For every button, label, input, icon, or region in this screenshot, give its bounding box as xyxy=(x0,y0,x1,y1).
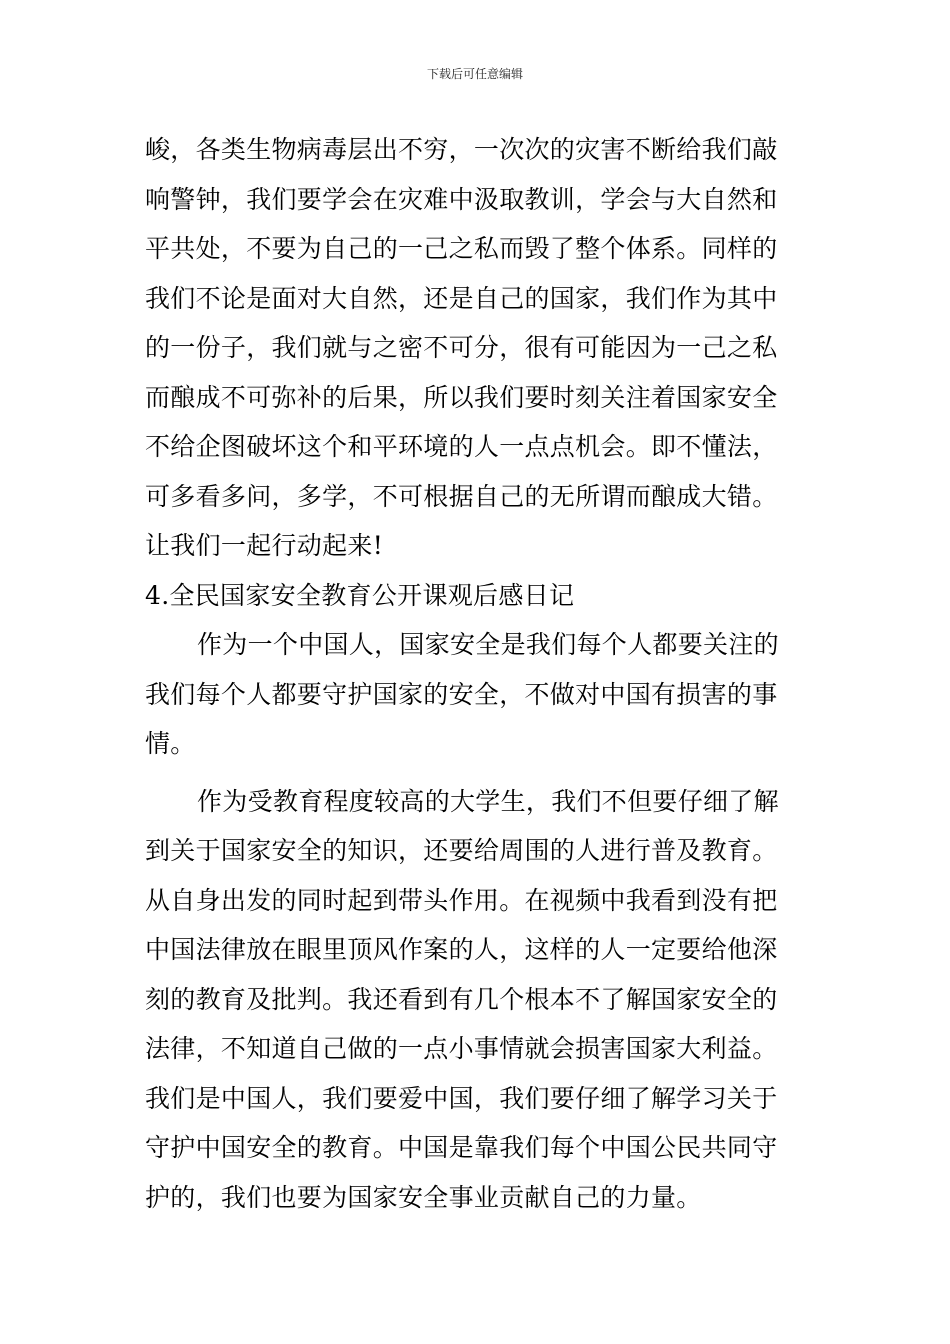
text-line: 刻的教育及批判。我还看到有几个根本不了解国家安全的 xyxy=(145,984,778,1014)
text-line: 平共处，不要为自己的一己之私而毁了整个体系。同样的 xyxy=(145,234,778,263)
text-line: 法律，不知道自己做的一点小事情就会损害国家大利益。 xyxy=(145,1034,778,1063)
text-line: 可多看多问，多学，不可根据自己的无所谓而酿成大错。 xyxy=(145,481,778,511)
page-header: 下载后可任意编辑 xyxy=(426,67,523,81)
text-line: 中国法律放在眼里顶风作案的人，这样的人一定要给他深 xyxy=(145,935,778,964)
paragraph-gap xyxy=(145,769,810,777)
text-line: 到关于国家安全的知识，还要给周围的人进行普及教育。 xyxy=(145,836,778,865)
section-heading: 4.全民国家安全教育公开课观后感日记 xyxy=(145,580,575,610)
text-line: 我们是中国人，我们要爱中国，我们要仔细了解学习关于 xyxy=(145,1083,778,1113)
text-line: 我们不论是面对大自然，还是自己的国家，我们作为其中 xyxy=(145,283,778,313)
text-line: 的一份子，我们就与之密不可分，很有可能因为一己之私 xyxy=(145,333,778,362)
text-line: 峻，各类生物病毒层出不穷，一次次的灾害不断给我们敲 xyxy=(145,135,778,164)
text-line: 而酿成不可弥补的后果，所以我们要时刻关注着国家安全 xyxy=(145,382,778,412)
paragraph-first-line: 作为一个中国人，国家安全是我们每个人都要关注的 xyxy=(197,630,779,659)
paragraph-first-line: 作为受教育程度较高的大学生，我们不但要仔细了解 xyxy=(197,786,779,816)
text-line: 响警钟，我们要学会在灾难中汲取教训，学会与大自然和 xyxy=(145,184,778,214)
text-line: 护的，我们也要为国家安全事业贡献自己的力量。 xyxy=(145,1182,702,1212)
text-line: 我们每个人都要守护国家的安全，不做对中国有损害的事 xyxy=(145,679,778,709)
text-line: 从自身出发的同时起到带头作用。在视频中我看到没有把 xyxy=(145,885,778,915)
text-line: 不给企图破坏这个和平环境的人一点点机会。即不懂法， xyxy=(145,432,778,461)
text-line: 情。 xyxy=(145,729,196,758)
text-line: 让我们一起行动起来! xyxy=(145,531,384,560)
text-line: 守护中国安全的教育。中国是靠我们每个中国公民共同守 xyxy=(145,1133,778,1162)
document-body xyxy=(145,125,810,1222)
